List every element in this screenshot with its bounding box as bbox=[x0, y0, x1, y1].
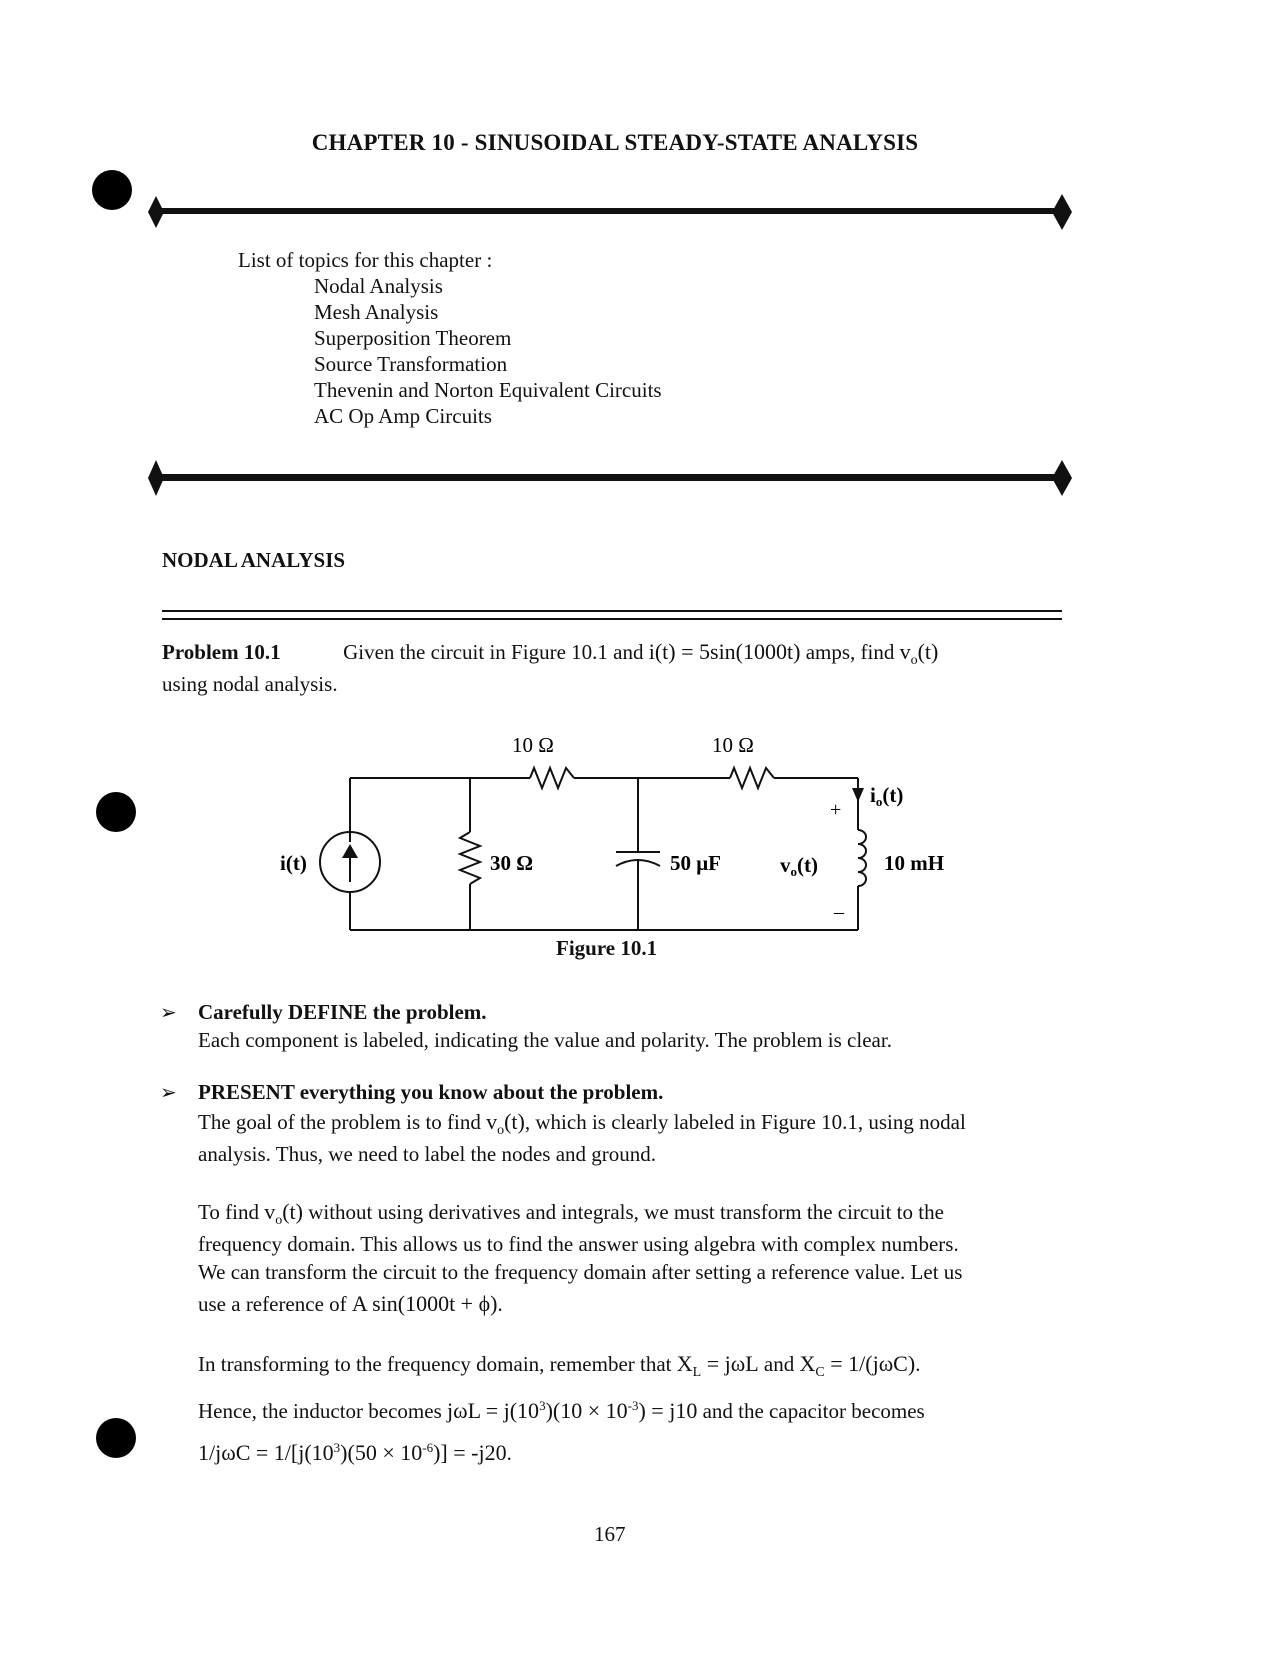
present-heading: PRESENT everything you know about the problem. bbox=[198, 1080, 664, 1104]
define-text: Each component is labeled, indicating the value and polarity. The problem is clear. bbox=[198, 1028, 892, 1052]
punch-hole bbox=[92, 170, 132, 210]
para2-line1: To find $v_o(t)$ without using derivatives and integrals, we must transform the circuit to the bbox=[198, 1199, 944, 1228]
section-heading: NODAL ANALYSIS bbox=[162, 548, 346, 572]
para3-line1: In transforming to the frequency domain, remember that $X_L = j\omega L$ and $X_C = 1/(j\omega C)$. bbox=[198, 1351, 921, 1380]
given-expression: i(t) = 5sin(1000t) bbox=[648, 639, 801, 664]
problem-statement-cont: using nodal analysis. bbox=[162, 672, 338, 696]
present-text-cont: analysis. Thus, we need to label the nodes and ground. bbox=[198, 1142, 657, 1166]
topic-item: Thevenin and Norton Equivalent Circuits bbox=[314, 378, 662, 402]
resistor-r1 bbox=[530, 768, 574, 788]
resistor-r2 bbox=[730, 768, 774, 788]
figure-caption: Figure 10.1 bbox=[556, 936, 658, 960]
chapter-title: CHAPTER 10 - SINUSOIDAL STEADY-STATE ANALYSIS bbox=[311, 130, 919, 155]
minus-sign: – bbox=[834, 901, 844, 923]
para2-line2: frequency domain. This allows us to find the answer using algebra with complex numbers. bbox=[198, 1232, 959, 1256]
topic-item: Mesh Analysis bbox=[314, 300, 439, 324]
topic-item: AC Op Amp Circuits bbox=[314, 404, 492, 428]
inductor bbox=[858, 830, 866, 886]
plus-sign: + bbox=[830, 799, 842, 821]
para2-line4: use a reference of A sin(1000t + ϕ). bbox=[198, 1291, 503, 1316]
ind-label: 10 mH bbox=[884, 851, 945, 875]
topics-heading: List of topics for this chapter : bbox=[238, 248, 493, 272]
problem-label: Problem 10.1 bbox=[162, 640, 281, 664]
io-label: io(t) bbox=[870, 783, 904, 809]
resistor-r3 bbox=[460, 832, 480, 884]
source-label: i(t) bbox=[280, 851, 307, 875]
topic-item: Nodal Analysis bbox=[314, 274, 443, 298]
bullet-arrow-icon: ➢ bbox=[160, 1082, 177, 1104]
para3-line2: Hence, the inductor becomes $j\omega L = j(10^3)(10 \times 10^{-3}) = j10$ and the capacitor becomes bbox=[198, 1398, 925, 1423]
bottom-rule bbox=[148, 458, 1074, 498]
top-rule bbox=[148, 192, 1074, 232]
topic-item: Superposition Theorem bbox=[314, 326, 512, 350]
present-text: The goal of the problem is to find $v_o(t)$, which is clearly labeled in Figure 10.1, using nodal bbox=[198, 1109, 966, 1138]
para3-line3: $1/j\omega C = 1/[j(10^3)(50 \times 10^{-6})] = -j20$. bbox=[198, 1440, 512, 1465]
para2-line3: We can transform the circuit to the frequency domain after setting a reference value. Let us bbox=[198, 1260, 963, 1284]
vo-label: vo(t) bbox=[780, 853, 818, 879]
r1-label: 10 Ω bbox=[512, 733, 554, 757]
page-number: 167 bbox=[594, 1522, 626, 1546]
problem-statement: Problem 10.1 Given the circuit in Figure 10.1 and i(t) = 5sin(1000t) amps, find $v_o(t)$ bbox=[162, 639, 939, 668]
topic-item: Source Transformation bbox=[314, 352, 508, 376]
punch-hole bbox=[96, 1418, 136, 1458]
r2-label: 10 Ω bbox=[712, 733, 754, 757]
bullet-arrow-icon: ➢ bbox=[160, 1002, 177, 1024]
reference-expression: A sin(1000t + ϕ) bbox=[351, 1291, 498, 1316]
define-heading: Carefully DEFINE the problem. bbox=[198, 1000, 487, 1024]
cap-label: 50 μF bbox=[670, 851, 721, 875]
r3-label: 30 Ω bbox=[490, 851, 534, 875]
section-rule bbox=[162, 610, 1062, 620]
punch-hole bbox=[96, 792, 136, 832]
